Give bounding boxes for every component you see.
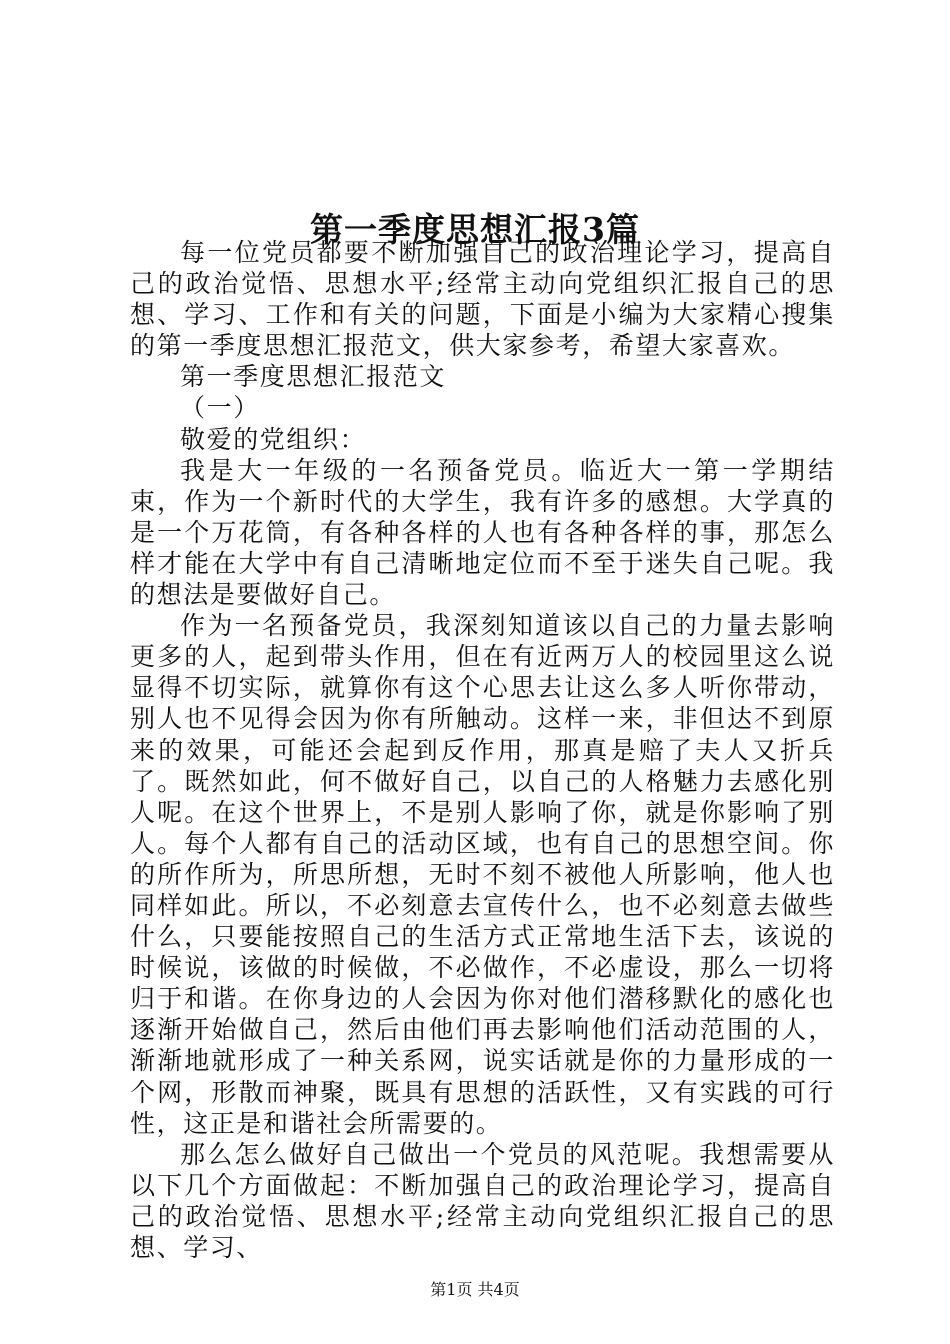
body-paragraph: 那么怎么做好自己做出一个党员的风范呢。我想需要从以下几个方面做起：不断加强自己的政治理论学习，提高自己的政治觉悟、思想水平;经常主动向党组织汇报自己的思想、学习、: [130, 1139, 835, 1262]
intro-paragraph: 每一位党员都要不断加强自己的政治理论学习，提高自己的政治觉悟、思想水平;经常主动向党组织汇报自己的思想、学习、工作和有关的问题，下面是小编为大家精心搜集的第一季度思想汇报范文，供大家参考，希望大家喜欢。: [130, 238, 835, 361]
document-title: 第一季度思想汇报3篇: [310, 210, 640, 250]
salutation: 敬爱的党组织：: [180, 424, 367, 454]
document-body: [130, 237, 835, 1263]
section-heading: 第一季度思想汇报范文: [180, 362, 447, 392]
body-paragraph: 我是大一年级的一名预备党员。临近大一第一学期结束，作为一个新时代的大学生，我有许多的感想。大学真的是一个万花筒，有各种各样的人也有各种各样的事，那怎么样才能在大学中有自己清晰地定位而不至于迷失自己呢。我的想法是要做好自己。: [130, 455, 835, 610]
section-number: （一）: [180, 393, 260, 423]
page-footer: 第1页 共4页: [430, 1280, 520, 1299]
body-paragraph: 作为一名预备党员，我深刻知道该以自己的力量去影响更多的人，起到带头作用，但在有近两万人的校园里这么说显得不切实际，就算你有这个心思去让这么多人听你带动，别人也不见得会因为你有所触动。这样一来，非但达不到原来的效果，可能还会起到反作用，那真是赔了夫人又折兵了。既然如此，何不做好自己，以自己的人格魅力去感化别人呢。在这个世界上，不是别人影响了你，就是你影响了别人。每个人都有自己的活动区域，也有自己的思想空间。你的所作所为，所思所想，无时不刻不被他人所影响，他人也同样如此。所以，不必刻意去宣传什么，也不必刻意去做些什么，只要能按照自己的生活方式正常地生活下去，该说的时候说，该做的时候做，不必做作，不必虚设，那么一切将归于和谐。在你身边的人会因为你对他们潜移默化的感化也逐渐开始做自己，然后由他们再去影响他们活动范围的人，渐渐地就形成了一种关系网，说实话就是你的力量形成的一个网，形散而神聚，既具有思想的活跃性，又有实践的可行性，这正是和谐社会所需要的。: [130, 611, 835, 1138]
